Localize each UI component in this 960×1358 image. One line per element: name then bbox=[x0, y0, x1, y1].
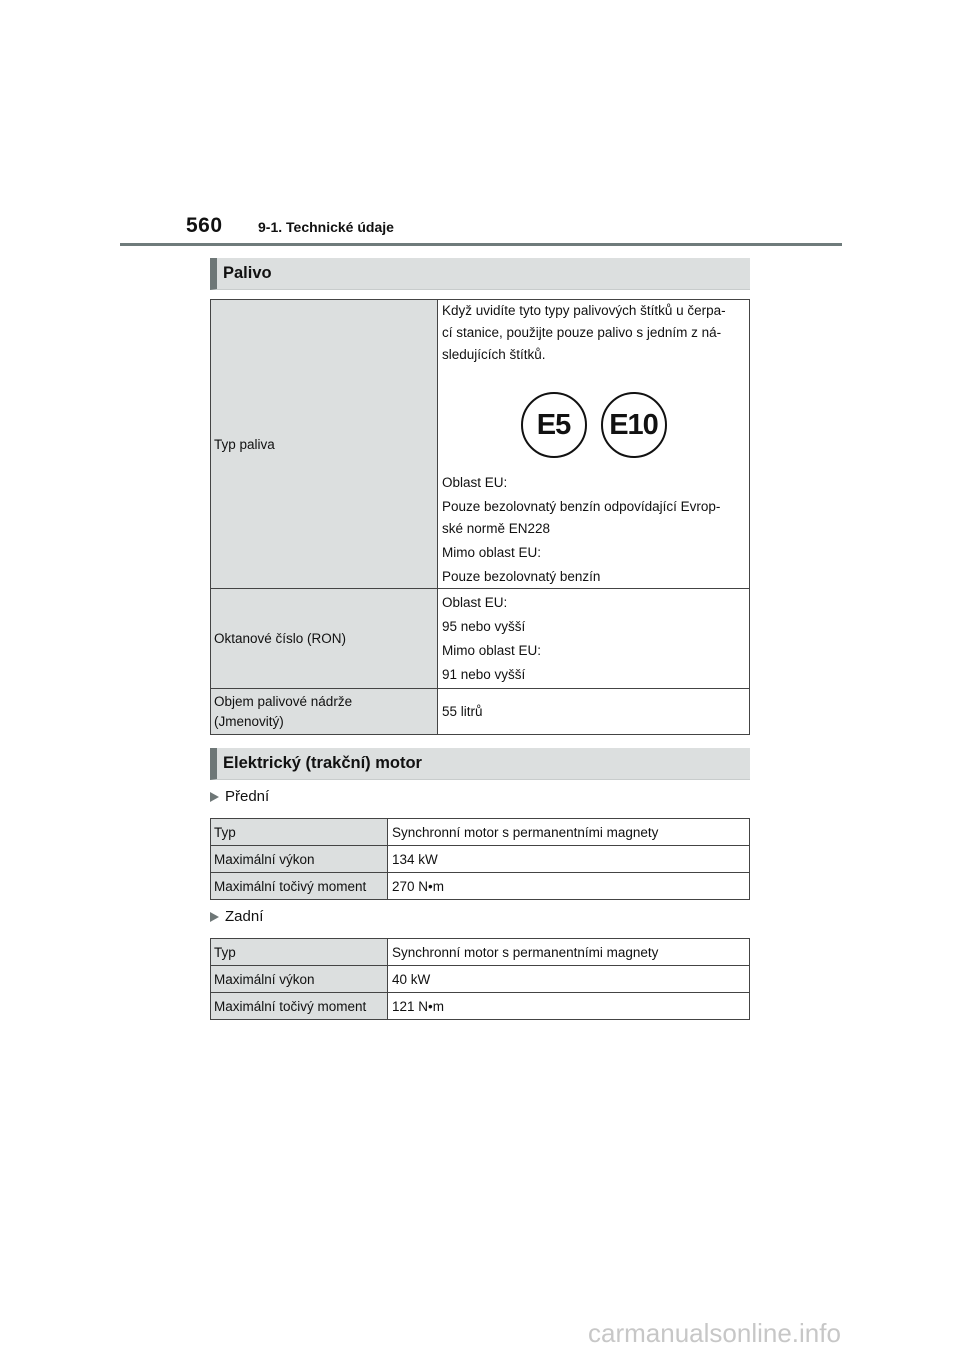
arrow-right-icon bbox=[210, 792, 219, 802]
fuel-type-label: Typ paliva bbox=[211, 300, 438, 589]
tank-label-line: (Jmenovitý) bbox=[214, 713, 284, 729]
table-row bbox=[211, 589, 750, 689]
fuel-table bbox=[210, 299, 750, 735]
rear-motor-table bbox=[210, 938, 750, 1020]
front-torque-label: Maximální točivý moment bbox=[211, 873, 388, 900]
rear-torque-value: 121 N•m bbox=[388, 993, 750, 1020]
rear-torque-label: Maximální točivý moment bbox=[211, 993, 388, 1020]
front-power-label: Maximální výkon bbox=[211, 846, 388, 873]
octane-text: 95 nebo vyšší bbox=[442, 618, 526, 634]
fuel-type-value bbox=[438, 300, 750, 589]
table-row bbox=[211, 846, 750, 873]
fuel-text: Mimo oblast EU: bbox=[442, 545, 542, 560]
table-row bbox=[211, 966, 750, 993]
front-torque-value: 270 N•m bbox=[388, 873, 750, 900]
fuel-text: ské normě EN228 bbox=[442, 521, 551, 536]
fuel-heading: Palivo bbox=[210, 258, 750, 290]
fuel-text: Pouze bezolovnatý benzín bbox=[442, 569, 601, 584]
octane-text: Oblast EU: bbox=[442, 594, 508, 610]
tank-label-line: Objem palivové nádrže bbox=[214, 693, 353, 709]
fuel-text: Oblast EU: bbox=[442, 475, 508, 490]
rear-power-value: 40 kW bbox=[388, 966, 750, 993]
front-title: Přední bbox=[225, 788, 270, 805]
watermark: carmanualsonline.info bbox=[588, 1318, 841, 1348]
octane-text: 91 nebo vyšší bbox=[442, 666, 526, 682]
front-subheading bbox=[210, 788, 269, 805]
table-row bbox=[211, 689, 750, 735]
rear-subheading bbox=[210, 908, 263, 925]
octane-text: Mimo oblast EU: bbox=[442, 642, 542, 658]
rear-title: Zadní bbox=[225, 908, 264, 925]
table-row bbox=[211, 939, 750, 966]
table-row bbox=[211, 993, 750, 1020]
rear-power-label: Maximální výkon bbox=[211, 966, 388, 993]
arrow-right-icon bbox=[210, 912, 219, 922]
fuel-text: cí stanice, použijte pouze palivo s jedním z ná- bbox=[442, 325, 722, 340]
octane-label: Oktanové číslo (RON) bbox=[211, 589, 438, 689]
fuel-label-badges bbox=[442, 392, 745, 458]
page-number: 560 bbox=[186, 214, 223, 237]
fuel-text: Když uvidíte tyto typy palivových štítků u čerpa- bbox=[442, 303, 726, 318]
fuel-label-e10-icon: E10 bbox=[601, 392, 667, 458]
front-power-value: 134 kW bbox=[388, 846, 750, 873]
table-row bbox=[211, 819, 750, 846]
motor-heading: Elektrický (trakční) motor bbox=[210, 748, 750, 780]
octane-value bbox=[438, 589, 750, 689]
fuel-text: sledujících štítků. bbox=[442, 347, 546, 362]
rear-type-value: Synchronní motor s permanentními magnety bbox=[388, 939, 750, 966]
table-row bbox=[211, 300, 750, 589]
front-type-label: Typ bbox=[211, 819, 388, 846]
front-motor-table bbox=[210, 818, 750, 900]
tank-label bbox=[211, 689, 438, 735]
header-divider bbox=[120, 243, 842, 246]
tank-value: 55 litrů bbox=[438, 689, 750, 735]
front-type-value: Synchronní motor s permanentními magnety bbox=[388, 819, 750, 846]
section-title: 9-1. Technické údaje bbox=[258, 219, 394, 235]
fuel-text: Pouze bezolovnatý benzín odpovídající Evrop- bbox=[442, 499, 721, 514]
fuel-label-e5-icon: E5 bbox=[521, 392, 587, 458]
table-row bbox=[211, 873, 750, 900]
rear-type-label: Typ bbox=[211, 939, 388, 966]
